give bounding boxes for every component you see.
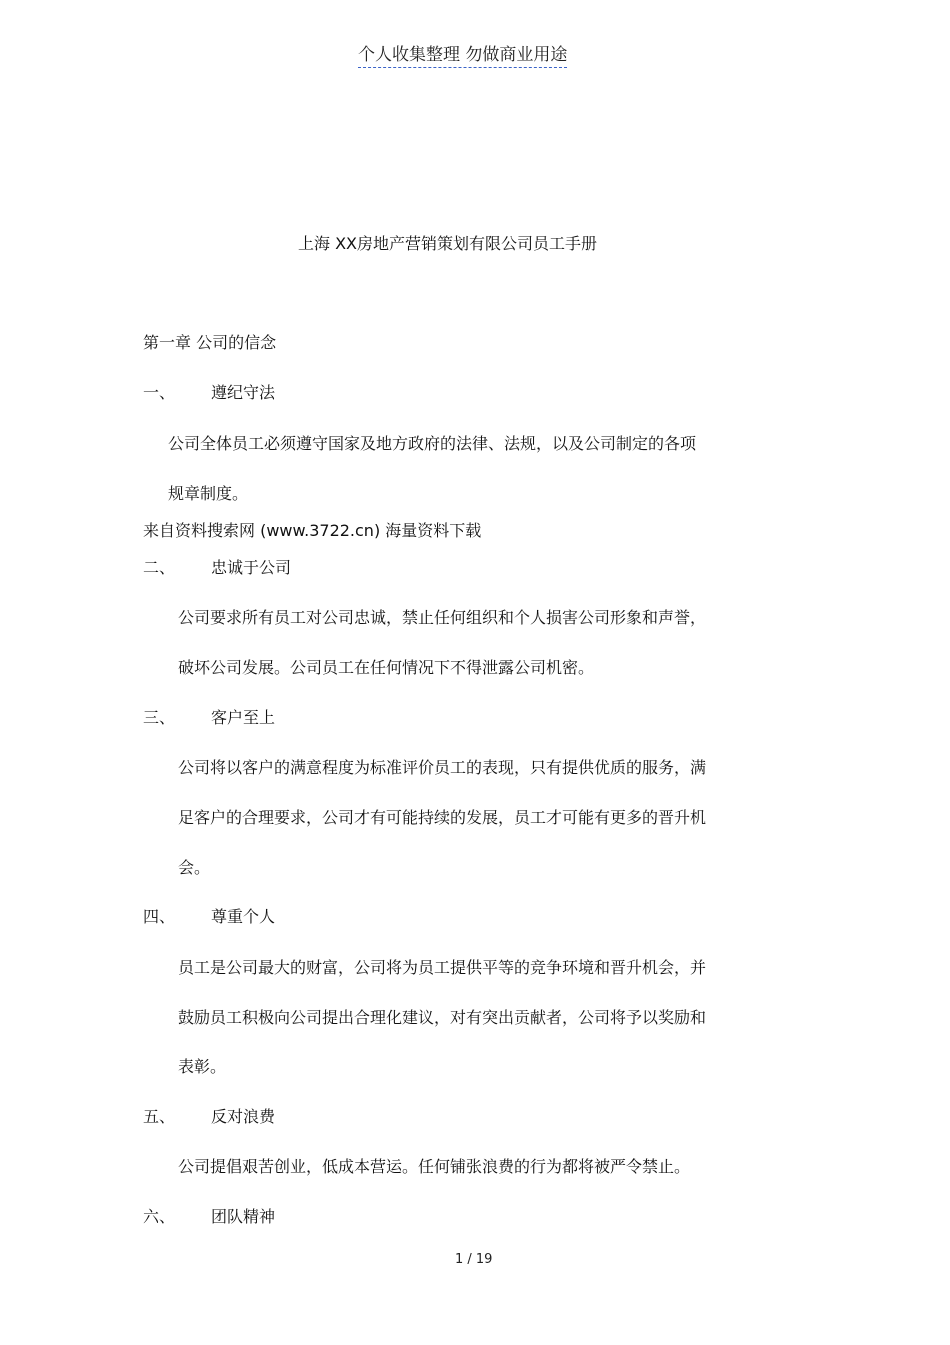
paragraph-line: 鼓励员工积极向公司提出合理化建议，对有突出贡献者，公司将予以奖励和 — [178, 1008, 707, 1027]
paragraph-line: 公司提倡艰苦创业，低成本营运。任何铺张浪费的行为都将被严令禁止。 — [178, 1157, 691, 1176]
section-number: 三、 — [143, 708, 176, 727]
document-header-note: 个人收集整理 勿做商业用途 — [358, 40, 567, 68]
paragraph-line: 表彰。 — [178, 1057, 227, 1076]
section-label: 尊重个人 — [211, 907, 276, 926]
paragraph-line: 员工是公司最大的财富，公司将为员工提供平等的竞争环境和晋升机会，并 — [178, 958, 707, 977]
paragraph-line: 公司将以客户的满意程度为标准评价员工的表现，只有提供优质的服务，满 — [178, 758, 707, 777]
section-label: 客户至上 — [211, 708, 276, 727]
paragraph-line: 公司全体员工必须遵守国家及地方政府的法律、法规，以及公司制定的各项 — [168, 434, 697, 453]
paragraph-line: 会。 — [178, 858, 211, 877]
section-number: 六、 — [143, 1207, 176, 1226]
paragraph-line: 公司要求所有员工对公司忠诚，禁止任何组织和个人损害公司形象和声誉， — [178, 608, 707, 627]
paragraph-line: 规章制度。 — [168, 484, 249, 503]
paragraph-line: 足客户的合理要求，公司才有可能持续的发展，员工才可能有更多的晋升机 — [178, 808, 707, 827]
section-label: 遵纪守法 — [211, 383, 276, 402]
page-number: 1 / 19 — [455, 1252, 493, 1267]
chapter-heading: 第一章 公司的信念 — [143, 333, 277, 352]
paragraph-line: 破坏公司发展。公司员工在任何情况下不得泄露公司机密。 — [178, 658, 595, 677]
source-line: 来自资料搜索网 (www.3722.cn) 海量资料下载 — [143, 521, 482, 540]
section-label: 反对浪费 — [211, 1107, 276, 1126]
section-number: 二、 — [143, 558, 176, 577]
document-title: 上海 XX房地产营销策划有限公司员工手册 — [298, 234, 598, 253]
section-label: 忠诚于公司 — [211, 558, 292, 577]
section-number: 一、 — [143, 383, 176, 402]
section-number: 五、 — [143, 1107, 176, 1126]
section-label: 团队精神 — [211, 1207, 276, 1226]
section-number: 四、 — [143, 907, 176, 926]
